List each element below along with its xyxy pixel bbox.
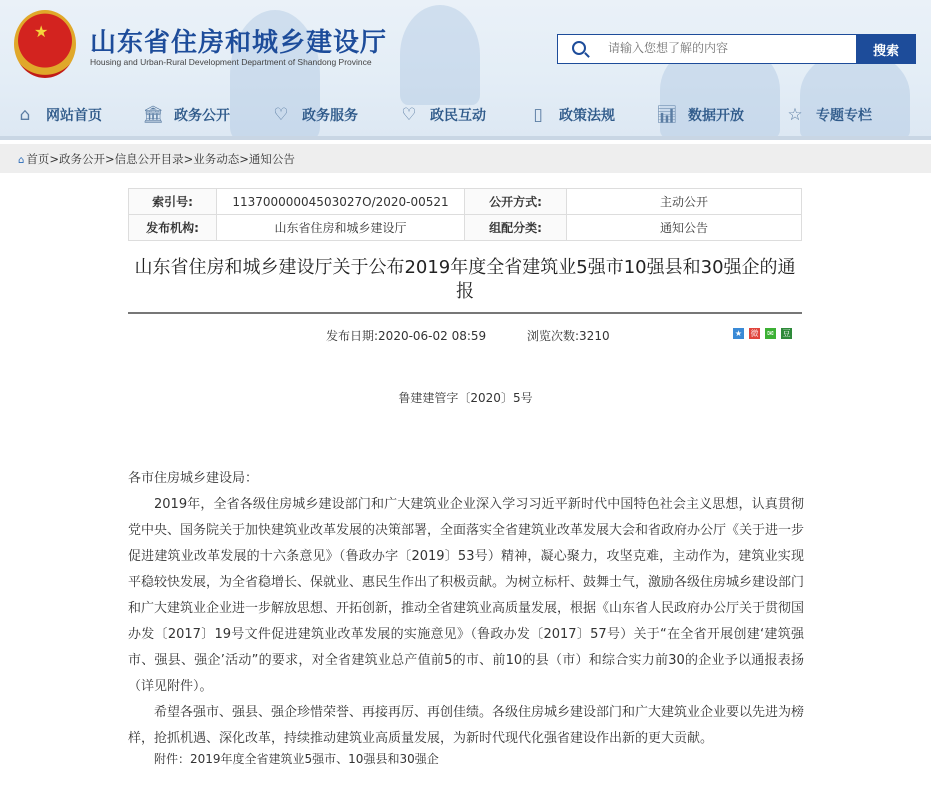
nav-label: 政务公开 [174,108,230,124]
nav-label: 政民互动 [430,108,486,124]
nav-label: 网站首页 [46,108,102,124]
building-icon: 🏛︎ [142,105,164,125]
index-value: 11370000004503027O/2020-00521 [217,189,465,215]
nav-label: 数据开放 [688,108,744,124]
breadcrumb: ⌂ 首页>政务公开>信息公开目录>业务动态>通知公告 [0,144,931,173]
share-bar [733,328,792,339]
handshake-icon: ♡ [273,105,289,125]
share-weibo-icon[interactable]: 微 [750,329,759,338]
site-header [0,0,931,140]
nav-government-affairs[interactable] [142,104,230,126]
metadata-table [128,188,802,241]
search-icon [572,41,586,55]
org-value: 山东省住房和城乡建设厅 [217,215,465,241]
share-wechat-icon[interactable]: ✉ [765,328,776,339]
paragraph: 希望各强市、强县、强企珍惜荣誉、再接再厉、再创佳绩。各级住房城乡建设部门和广大建筑业企业要以先进为榜样，抢抓机遇、深化改革，持续推动建筑业高质量发展，为新时代现代化强省建设作出新的更大贡献。 [128,705,805,746]
breadcrumb-gov[interactable]: 政务公开 [59,152,105,166]
breadcrumb-business[interactable]: 业务动态 [193,152,240,166]
article-title: 山东省住房和城乡建设厅关于公布2019年度全省建筑业5强市10强县和30强企的通报 [134,257,796,302]
paragraph: 2019年，全省各级住房城乡建设部门和广大建筑业企业深入学习习近平新时代中国特色社会主义思想，认真贯彻党中央、国务院关于加快建筑业改革发展的决策部署，全面落实全省建筑业改革发展大会和省政府办公厅《关于进一步促进建筑业改革发展的十六条意见》（鲁政办字〔2019〕53号）精神，凝心聚力，攻坚克难，主动作为，建筑业实现平稳较快发展，为全省稳增长、保就业、惠民生作出了积极贡献。为树立标杆、鼓舞士气，激励各级住房城乡建设部门和广大建筑业企业进一步解放思想、开拓创新，推动全省建筑业高质量发展，根据《山东省人民政府办公厅关于贯彻国办发〔2017〕19号文件促进建筑业改革发展的实施意见》（鲁政办发〔2017〕57号）关于“在全省开展创建‘建筑强市、强县、强企’活动”的要求，对全省建筑业总产值前5的市、前10的县（市）和综合实力前30的企业予以通报表扬（详见附件）。 [128,497,805,694]
site-title: 山东省住房和城乡建设厅 [90,28,388,58]
search-button[interactable]: 搜索 [856,34,916,64]
search-input[interactable] [608,41,848,55]
breadcrumb-catalog[interactable]: 信息公开目录 [114,152,184,166]
nav-label: 政务服务 [302,108,358,124]
publish-date: 发布日期:2020-06-02 08:59 [326,329,487,343]
index-label: 索引号: [129,189,217,215]
nav-services[interactable] [270,104,358,126]
document-icon: ▯ [533,105,543,125]
nav-policies[interactable] [527,104,615,126]
category-label: 组配分类: [465,215,567,241]
share-douban-icon[interactable]: 豆 [782,329,791,338]
nav-home[interactable] [14,104,102,126]
chart-icon: 📊︎ [656,105,678,125]
nav-label: 专题专栏 [816,108,872,124]
home-icon: ⌂ [18,155,25,166]
attachment-link[interactable]: 附件：2019年度全省建筑业5强市、10强县和30强企 [154,752,439,766]
nav-label: 政策法规 [559,108,615,124]
category-value: 通知公告 [567,215,802,241]
breadcrumb-notices[interactable]: 通知公告 [248,152,295,166]
document-number: 鲁建建管字〔2020〕5号 [398,391,533,405]
org-label: 发布机构: [129,215,217,241]
star-doc-icon: ☆ [787,105,803,125]
national-emblem-logo: ★ [14,10,76,78]
title-divider [128,312,802,314]
share-qzone-icon[interactable]: ★ [734,329,743,338]
salutation: 各市住房城乡建设局： [128,471,259,486]
mode-value: 主动公开 [567,189,802,215]
heart-icon: ♡ [401,105,417,125]
view-count: 浏览次数:3210 [527,329,610,343]
search-box [557,34,857,64]
mode-label: 公开方式: [465,189,567,215]
site-subtitle: Housing and Urban-Rural Development Department of Shandong Province [90,57,372,67]
breadcrumb-home[interactable]: 首页 [26,152,50,166]
nav-open-data[interactable] [656,104,744,126]
nav-topics[interactable] [784,104,872,126]
article-body [128,466,804,752]
main-nav [0,104,931,130]
nav-interaction[interactable] [398,104,486,126]
home-icon: ⌂ [19,105,31,125]
